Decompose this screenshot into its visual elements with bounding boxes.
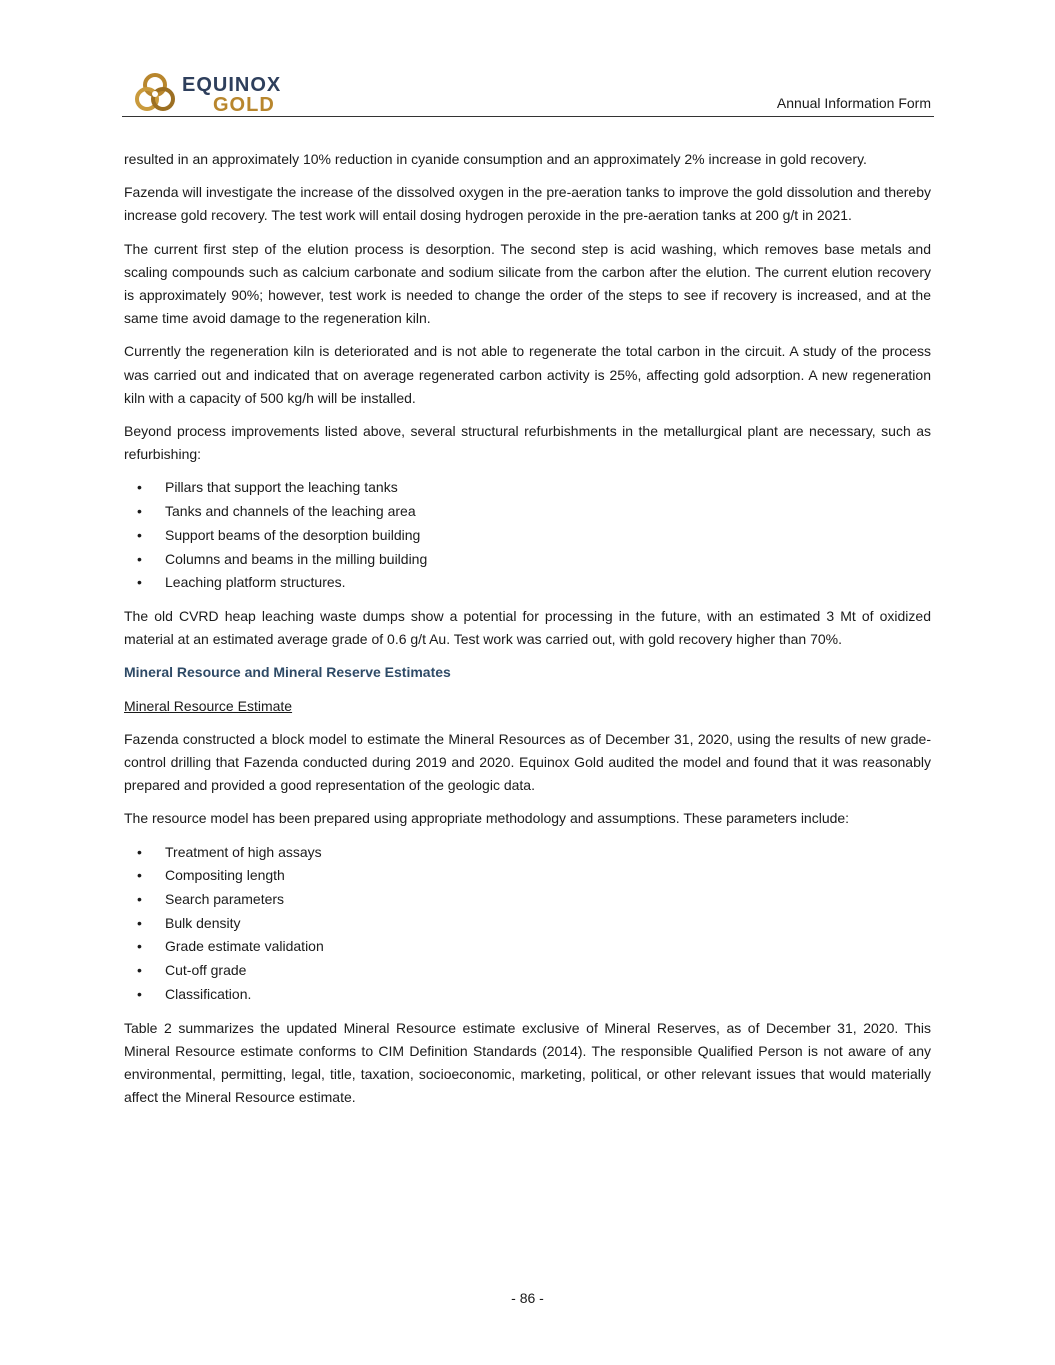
list-item [124,888,931,912]
bullet-dot-icon: • [137,479,142,496]
paragraph-table-summary: Table 2 summarizes the updated Mineral Resource estimate exclusive of Mineral Reserves, as of December 31, 2020. This Mineral Resource estimate conforms to CIM Definition Standards (2014). The responsible Qualified Person is not aware of any environmental, permitting, legal, title, taxation, socioeconomic, marketing, political, or other relevant issues that would materially affect the Mineral Resource estimate. [124,1019,931,1106]
bullet-dot-icon: • [137,867,142,884]
page-body [124,148,931,1119]
bullet-dot-icon: • [137,890,142,907]
list-item-text: Support beams of the desorption building [165,526,421,543]
list-item [124,935,931,959]
list-item [124,959,931,983]
list-item [124,548,931,572]
list-item [124,571,931,595]
company-logo [132,70,302,116]
list-item-text: Grade estimate validation [165,938,324,955]
list-item [124,912,931,936]
section-heading: Mineral Resource and Mineral Reserve Estimates [124,664,451,681]
page-header [122,66,934,117]
bullet-dot-icon: • [137,985,142,1002]
list-item-text: Compositing length [165,867,285,884]
list-item [124,983,931,1007]
bullet-dot-icon: • [137,574,142,591]
logo-word-equinox: EQUINOX [182,74,282,96]
list-item-text: Treatment of high assays [165,843,322,860]
paragraph-dissolved-oxygen: Fazenda will investigate the increase of the dissolved oxygen in the pre-aeration tanks to improve the gold dissolution and thereby increase gold recovery. The test work will entail dosing hydrogen peroxide in the pre-aeration tanks at 200 g/t in 2021. [124,184,931,224]
paragraph-block-model: Fazenda constructed a block model to estimate the Mineral Resources as of December 31, 2020, using the results of new grade-control drilling that Fazenda conducted during 2019 and 2020. Equinox Gold audited the model and found that it was reasonably prepared and provided a good representation of the geologic data. [124,730,931,794]
list-item-text: Cut-off grade [165,962,247,979]
equinox-gold-swirl-icon [132,70,178,116]
sub-heading: Mineral Resource Estimate [124,697,293,714]
refurbishment-list [124,476,931,595]
bullet-dot-icon: • [137,914,142,931]
bullet-dot-icon: • [137,843,142,860]
list-item-text: Bulk density [165,914,241,931]
list-item [124,476,931,500]
list-item-text: Classification. [165,985,252,1002]
logo-word-gold: GOLD [213,94,275,116]
paragraph-heap-leaching-dumps: The old CVRD heap leaching waste dumps show a potential for processing in the future, with an estimated 3 Mt of oxidized material at an estimated average grade of 0.6 g/t Au. Test work was carried out, with gold recovery higher than 70%. [124,607,931,648]
list-item [124,524,931,548]
list-item-text: Search parameters [165,890,285,907]
paragraph-resource-parameters: The resource model has been prepared using appropriate methodology and assumptions. These parameters include: [124,810,850,827]
paragraph-cyanide-reduction: resulted in an approximately 10% reduction in cyanide consumption and an approximately 2% increase in gold recovery. [124,151,867,167]
paragraph-regeneration-kiln: Currently the regeneration kiln is deteriorated and is not able to regenerate the total carbon in the circuit. A study of the process was carried out and indicated that on average regenerated carbon activity is 25%, affecting gold adsorption. A new regeneration kiln with a capacity of 500 kg/h will be installed. [124,343,931,406]
bullet-dot-icon: • [137,962,142,979]
bullet-dot-icon: • [137,938,142,955]
list-item [124,500,931,524]
list-item [124,864,931,888]
list-item-text: Columns and beams in the milling building [165,550,428,567]
list-item-text: Tanks and channels of the leaching area [165,503,416,520]
list-item-text: Leaching platform structures. [165,574,346,591]
bullet-dot-icon: • [137,526,142,543]
list-item-text: Pillars that support the leaching tanks [165,479,398,496]
paragraph-elution-process: The current first step of the elution process is desorption. The second step is acid washing, which removes base metals and scaling compounds such as calcium carbonate and sodium silicate from the carbon after the elution. The current elution recovery is approximately 90%; however, test work is needed to change the order of the steps to see if recovery is increased, and at the same time avoid damage to the regeneration kiln. [124,240,931,327]
paragraph-structural-refurbishments: Beyond process improvements listed above, several structural refurbishments in the metallurgical plant are necessary, such as refurbishing: [124,423,931,463]
bullet-dot-icon: • [137,550,142,567]
document-type-label: Annual Information Form [776,95,931,111]
page-number: - 86 - [511,1290,544,1306]
list-item [124,841,931,865]
bullet-dot-icon: • [137,503,142,520]
parameter-list [124,841,931,1007]
